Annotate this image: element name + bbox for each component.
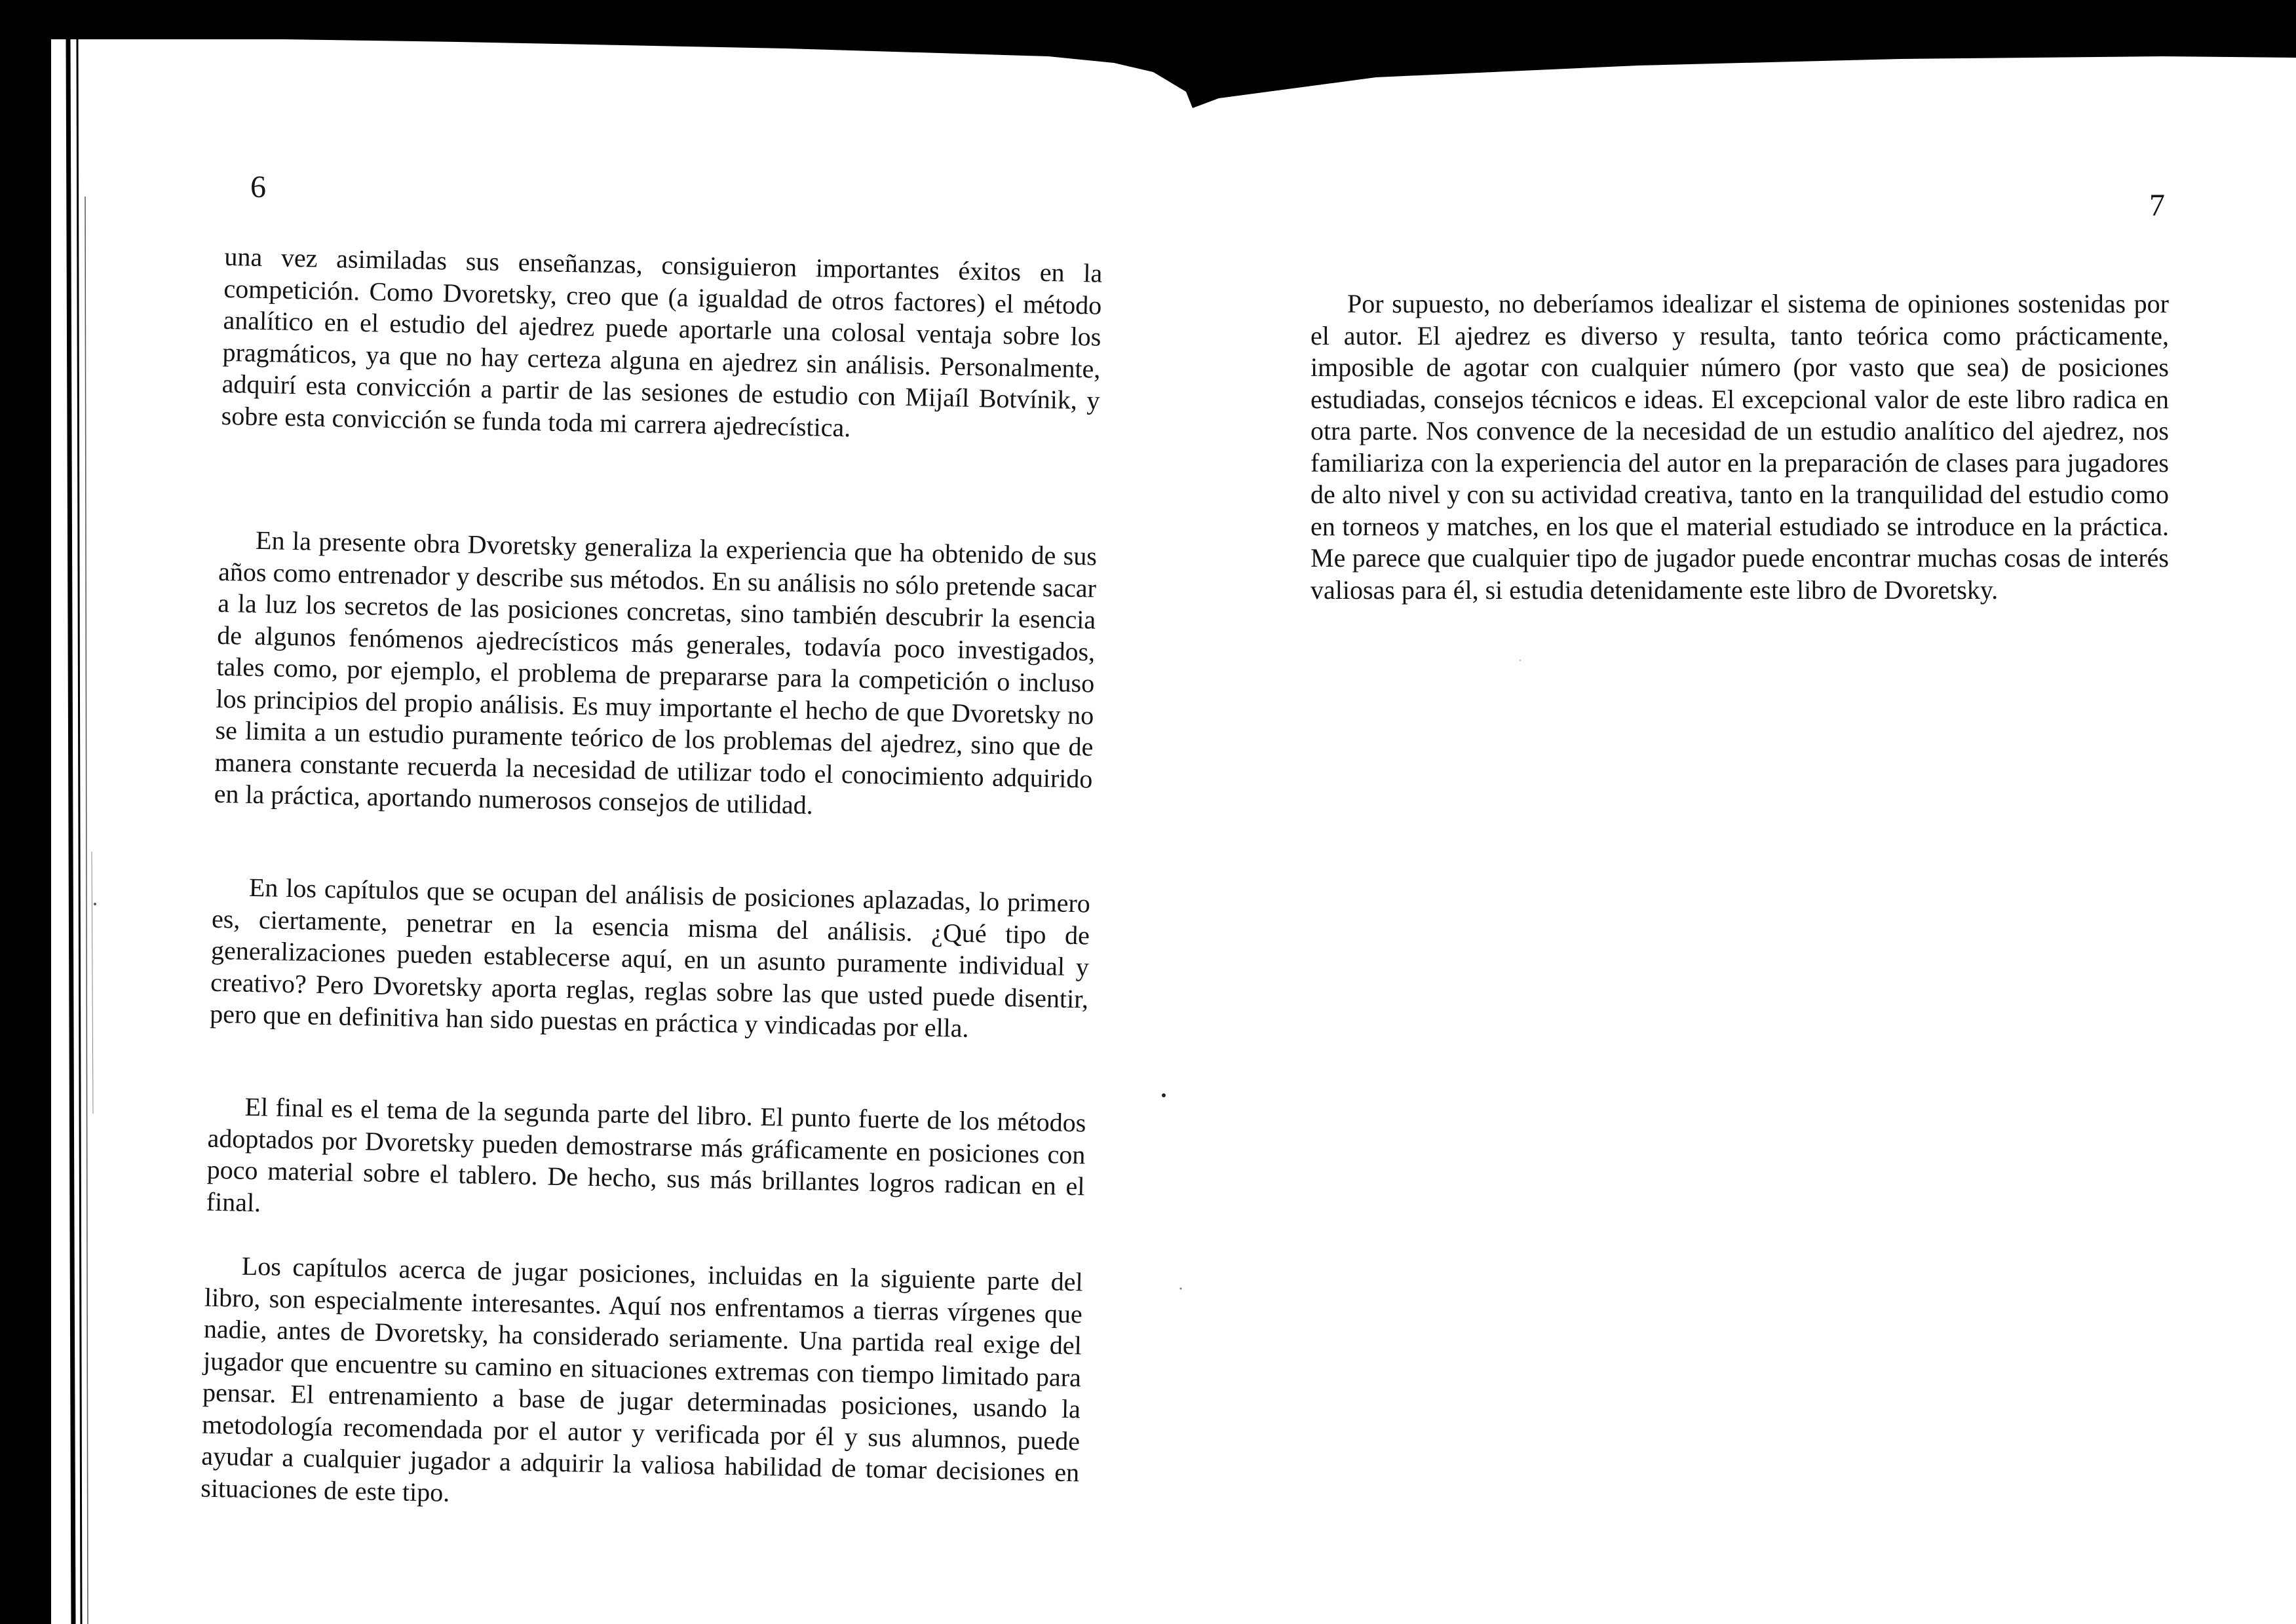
paragraph: Por supuesto, no deberíamos idealizar el sistema de opiniones sostenidas por el autor. El ajedrez es diverso y resulta, tanto teórica como prácticamente, imposible de agotar con cualquier número (por vasto que sea) de posiciones estudiadas, consejos técnicos e ideas. El excepcional valor de este libro radica en otra parte. Nos convence de la necesidad de un estudio analítico del ajedrez, nos familiariza con la experiencia del autor en la preparación de clases para jugadores de alto nivel y con su actividad creativa, tanto en la tranquilidad del estudio como en torneos y matches, en los que el material estudiado se introduce en la práctica. Me parece que cualquier tipo de jugador puede encontrar muchas cosas de interés valiosas para él, si estudia detenidamente este libro de Dvoretsky. [1311,289,2169,605]
page-number-right: 7 [2149,188,2165,223]
page-curl-shadow [0,0,2296,111]
right-page-text [1311,288,2169,606]
binding-edge [0,0,118,1624]
paragraph: Los capítulos acerca de jugar posiciones, incluidas en la siguiente parte del libro, son especialmente interesantes. Aquí nos enfrentamos a tierras vírgenes que nadie, antes de Dvoretsky, ha considerado seriamente. Una partida real exige del jugador que encuentre su camino en situaciones extremas con tiempo limitado para pensar. El entrenamiento a base de jugar determinadas posiciones, usando la metodología recomendada por el autor y verificada por él y sus alumnos, puede ayudar a cualquier jugador a adquirir la valiosa habilidad de tomar decisiones en situaciones de este tipo. [200,1251,1084,1507]
paragraph: una vez asimiladas sus enseñanzas, consiguieron importantes éxitos en la competición. Como Dvoretsky, creo que (a igualdad de otros factores) el método analítico en el estudio del ajedrez puede aportarle una colosal ventaja sobre los pragmáticos, ya que no hay certeza alguna en ajedrez sin análisis. Personalmente, adquirí esta convicción a partir de las sesiones de estudio con Mijaíl Botvínik, y sobre esta convicción se funda toda mi carrera ajedrecística. [221,241,1103,442]
paragraph: El final es el tema de la segunda parte del libro. El punto fuerte de los métodos adoptados por Dvoretsky pueden demostrarse más gráficamente en posiciones con poco material sobre el tablero. De hecho, sus más brillantes logros radican en el final. [206,1091,1086,1217]
paragraph: En la presente obra Dvoretsky generaliza la experiencia que ha obtenido de sus años como entrenador y describe sus métodos. En su análisis no sólo pretende sacar a la luz los secretos de las posiciones concretas, sino también descubrir la esencia de algunos fenómenos ajedrecísticos más generales, todavía poco investigados, tales como, por ejemplo, el problema de prepararse para la competición o incluso los principios del propio análisis. Es muy importante el hecho de que Dvoretsky no se limita a un estudio puramente teórico de los problemas del ajedrez, sino que de manera constante recuerda la necesidad de utilizar todo el conocimiento adquirido en la práctica, aportando numerosos consejos de utilidad. [214,525,1098,820]
paragraph: En los capítulos que se ocupan del análisis de posiciones aplazadas, lo primero es, ciertamente, penetrar en la esencia misma del análisis. ¿Qué tipo de generalizaciones pueden establecerse aquí, en un asunto puramente individual y creativo? Pero Dvoretsky aporta reglas, reglas sobre las que usted puede disentir, pero que en definitiva han sido puestas en práctica y vindicadas por ella. [209,872,1091,1043]
page-number-left: 6 [250,170,266,204]
